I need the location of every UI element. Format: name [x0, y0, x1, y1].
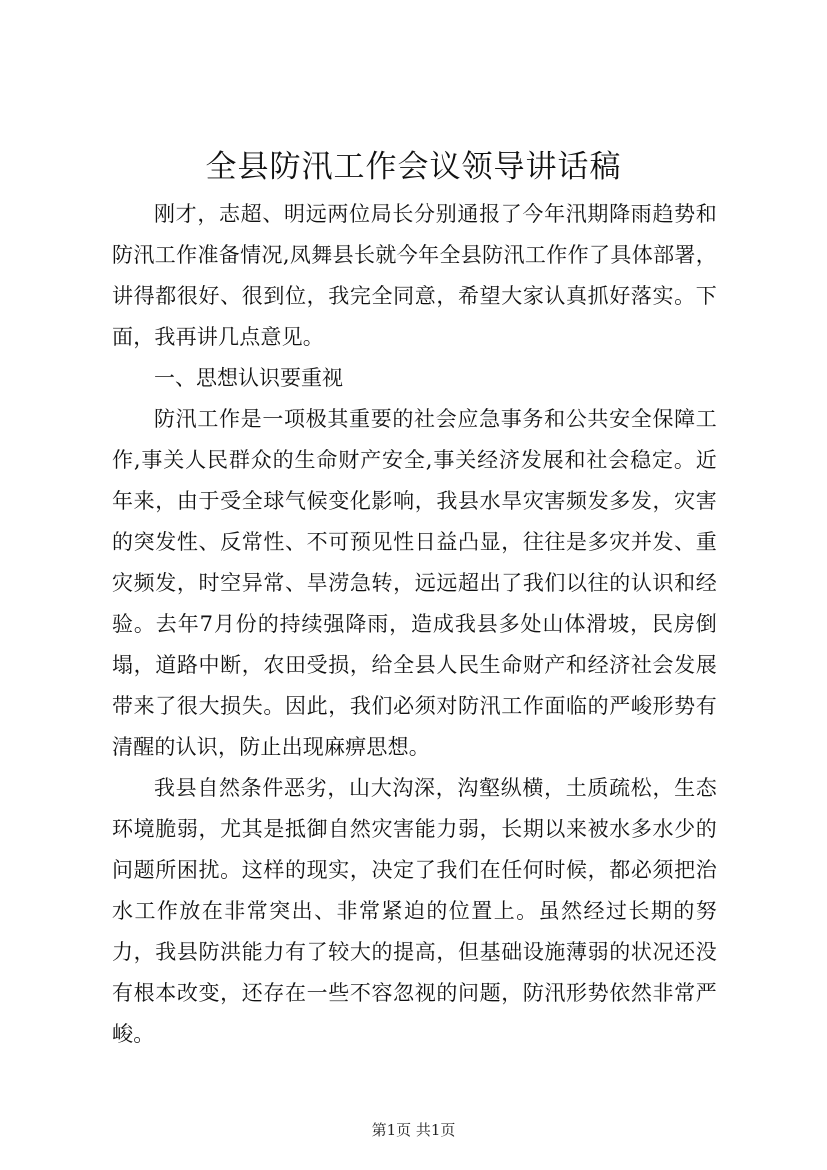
paragraph-conditions: 我县自然条件恶劣，山大沟深，沟壑纵横，土质疏松，生态环境脆弱，尤其是抵御自然灾害能力弱，长期以来被水多水少的问题所困扰。这样的现实，决定了我们在任何时候，都必须把治水工作放在非常突出、非常紧迫的位置上。虽然经过长期的努力，我县防洪能力有了较大的提高，但基础设施薄弱的状况还没有根本改变，还存在一些不容忽视的问题，防汛形势依然非常严峻。	[112, 776, 717, 1046]
paragraph-intro: 刚才，志超、明远两位局长分别通报了今年汛期降雨趋势和防汛工作准备情况,凤舞县长就今年全县防汛工作作了具体部署，讲得都很好、很到位，我完全同意，希望大家认真抓好落实。下面，我再讲几点意见。	[112, 202, 717, 349]
paragraph-importance: 防汛工作是一项极其重要的社会应急事务和公共安全保障工作,事关人民群众的生命财产安全,事关经济发展和社会稳定。近年来，由于受全球气候变化影响，我县水旱灾害频发多发，灾害的突发性、反常性、不可预见性日益凸显，往往是多灾并发、重灾频发，时空异常、旱涝急转，远远超出了我们以往的认识和经验。去年7月份的持续强降雨，造成我县多处山体滑坡，民房倒塌，道路中断，农田受损，给全县人民生命财产和经济社会发展带来了很大损失。因此，我们必须对防汛工作面临的严峻形势有清醒的认识，防止出现麻痹思想。	[112, 407, 717, 759]
document-body	[112, 194, 717, 1055]
document-title: 全县防汛工作会议领导讲话稿	[205, 149, 622, 185]
page-number-footer: 第1页 共1页	[371, 1121, 456, 1139]
section-heading: 一、思想认识要重视	[154, 366, 343, 390]
